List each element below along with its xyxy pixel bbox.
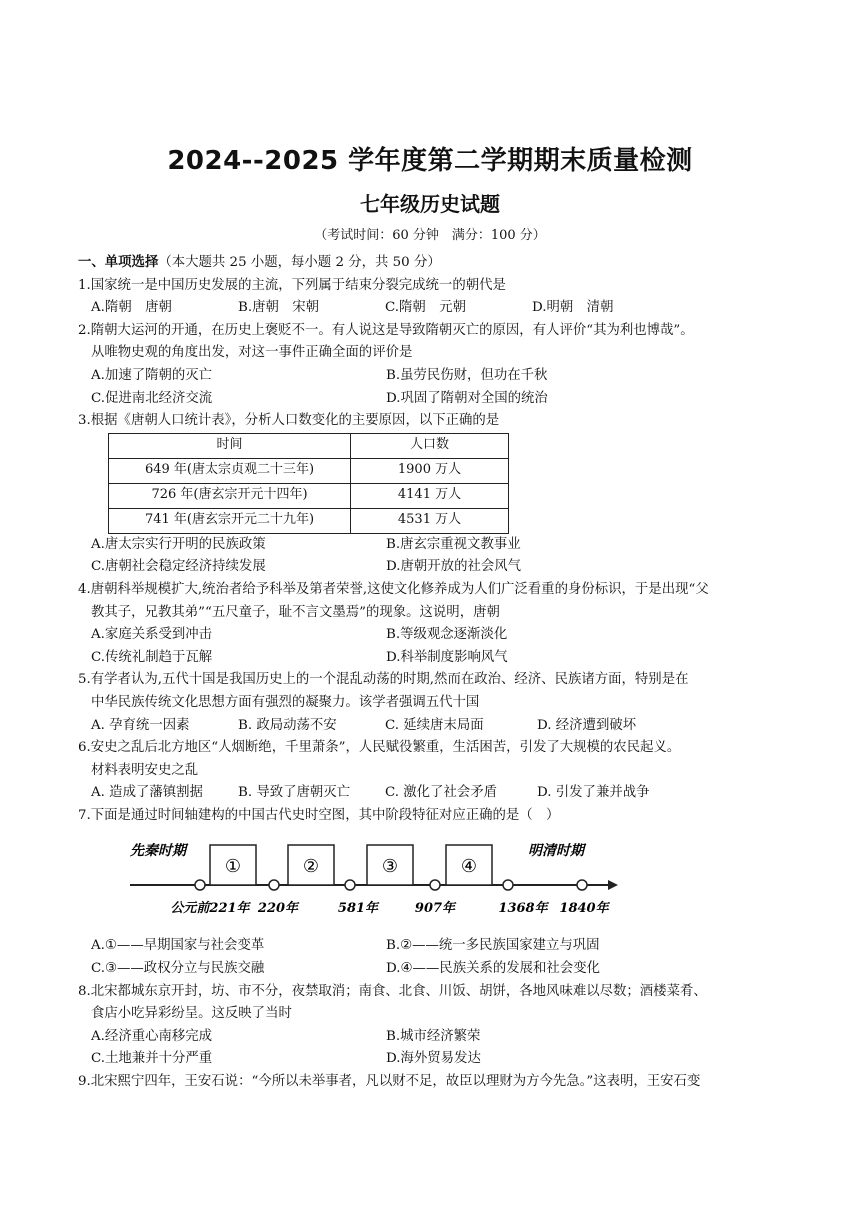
option-c: C.传统礼制趋于瓦解	[91, 649, 213, 665]
table-cell: 1900 万人	[351, 458, 509, 483]
tick-marker	[195, 880, 205, 890]
question-stem-cont: 食店小吃异彩纷呈。这反映了当时	[91, 1006, 292, 1022]
option-b: B.唐玄宗重视文教事业	[386, 536, 521, 552]
table-cell: 4141 万人	[351, 483, 509, 508]
question-stem-cont: 中华民族传统文化思想方面有强烈的凝聚力。该学者强调五代十国	[91, 694, 480, 710]
options	[78, 935, 783, 958]
options	[78, 782, 783, 805]
question-stem: 8.北宋都城东京开封，坊、市不分，夜禁取消；南食、北食、川饭、胡饼，各地风味难以尽数；酒楼菜肴、	[78, 983, 707, 999]
exam-title: 2024--2025 学年度第二学期期末质量检测	[167, 146, 693, 176]
question-stem: 3.根据《唐朝人口统计表》，分析人口数变化的主要原因，以下正确的是	[78, 413, 500, 429]
option-a: A.加速了隋朝的灭亡	[91, 367, 213, 383]
period-box-4-label: ④	[460, 856, 478, 878]
option-a: A.隋朝 唐朝	[91, 300, 172, 316]
question-stem: 9.北宋熙宁四年，王安石说：“今所以未举事者，凡以财不足，故臣以理财为方今先急。”这表明，王安石变	[78, 1074, 701, 1090]
option-b: B.城市经济繁荣	[386, 1028, 481, 1044]
option-a: A.经济重心南移完成	[91, 1028, 213, 1044]
tick-marker	[345, 880, 355, 890]
right-period-label: 明清时期	[528, 843, 584, 860]
timeline-diagram	[130, 827, 630, 935]
option-a: A.①——早期国家与社会变革	[91, 938, 265, 954]
option-b: B. 导致了唐朝灭亡	[238, 785, 351, 801]
table-header: 人口数	[351, 433, 509, 458]
option-c: C.土地兼并十分严重	[91, 1051, 213, 1067]
question-7	[78, 805, 783, 981]
tick-marker	[577, 880, 587, 890]
left-period-label: 先秦时期	[130, 843, 186, 860]
question-4	[78, 579, 783, 669]
options	[78, 365, 783, 388]
option-d: D. 引发了兼并战争	[537, 785, 650, 801]
question-stem-cont: 材料表明安史之乱	[91, 762, 199, 778]
exam-subtitle: 七年级历史试题	[360, 192, 500, 216]
option-d: D. 经济遭到破坏	[537, 717, 637, 733]
option-d: D.明朝 清朝	[532, 300, 614, 316]
options	[78, 534, 783, 557]
option-c: C.唐朝社会稳定经济持续发展	[91, 559, 266, 575]
option-c: C.促进南北经济交流	[91, 390, 213, 406]
table-header: 时间	[109, 433, 351, 458]
option-b: B.②——统一多民族国家建立与巩固	[386, 938, 600, 954]
options	[78, 556, 783, 579]
tick-marker	[269, 880, 279, 890]
option-a: A.唐太宗实行开明的民族政策	[91, 536, 266, 552]
table-cell: 4531 万人	[351, 508, 509, 533]
option-c: C.③——政权分立与民族交融	[91, 961, 265, 977]
options	[78, 1048, 783, 1071]
tick-marker	[503, 880, 513, 890]
option-d: D.科举制度影响风气	[386, 649, 508, 665]
section-heading: 一、单项选择（本大题共 25 小题，每小题 2 分，共 50 分）	[78, 255, 441, 270]
tick-label: 581年	[337, 901, 379, 917]
tick-marker	[430, 880, 440, 890]
question-9	[78, 1071, 783, 1094]
question-stem-cont: 教其子，兄教其弟”“五尺童子，耻不言文墨焉”的现象。这说明，唐朝	[91, 604, 500, 620]
tick-label: 907年	[414, 901, 456, 917]
question-8	[78, 981, 783, 1071]
option-b: B.唐朝 宋朝	[238, 300, 320, 316]
option-b: B. 政局动荡不安	[238, 717, 337, 733]
question-5	[78, 669, 783, 737]
options	[78, 1026, 783, 1049]
table-cell: 726 年(唐玄宗开元十四年)	[109, 483, 351, 508]
option-a: A.家庭关系受到冲击	[91, 627, 213, 643]
options	[78, 958, 783, 981]
question-1	[78, 275, 783, 320]
period-box-3-label: ③	[381, 856, 399, 878]
option-c: C. 激化了社会矛盾	[385, 785, 498, 801]
option-c: C. 延续唐末局面	[385, 717, 484, 733]
tick-label: 1840年	[559, 901, 609, 917]
question-3	[78, 410, 783, 579]
period-box-1-label: ①	[224, 856, 242, 878]
option-c: C.隋朝 元朝	[385, 300, 466, 316]
table-header-row	[109, 433, 509, 458]
option-a: A. 造成了藩镇割据	[91, 785, 203, 801]
table-cell: 741 年(唐玄宗开元二十九年)	[109, 508, 351, 533]
table-row	[109, 508, 509, 533]
section-note: （本大题共 25 小题，每小题 2 分，共 50 分）	[158, 255, 441, 270]
option-d: D.④——民族关系的发展和社会变化	[386, 961, 600, 977]
options	[78, 297, 783, 320]
timeline-svg	[130, 827, 630, 935]
exam-info: （考试时间：60 分钟 满分：100 分）	[314, 228, 546, 243]
question-stem-cont: 从唯物史观的角度出发，对这一事件正确全面的评价是	[91, 345, 413, 361]
tick-label: 1368年	[498, 901, 548, 917]
question-2	[78, 320, 783, 410]
question-list	[78, 252, 783, 1094]
question-stem: 5.有学者认为,五代十国是我国历史上的一个混乱动荡的时期,然而在政治、经济、民族诸方面，特别是在	[78, 672, 689, 688]
option-b: B.等级观念逐渐淡化	[386, 627, 508, 643]
question-6	[78, 737, 783, 805]
option-d: D.巩固了隋朝对全国的统治	[386, 390, 548, 406]
option-d: D.唐朝开放的社会风气	[386, 559, 522, 575]
option-b: B.虽劳民伤财，但功在千秋	[386, 367, 548, 383]
table-row	[109, 458, 509, 483]
table-row	[109, 483, 509, 508]
arrow-head-icon	[608, 880, 618, 890]
question-stem: 7.下面是通过时间轴建构的中国古代史时空图，其中阶段特征对应正确的是（ ）	[78, 807, 560, 823]
population-table	[108, 433, 509, 534]
question-stem: 4.唐朝科举规模扩大,统治者给予科举及第者荣誉,这使文化修养成为人们广泛看重的身份标识，于是出现“父	[78, 581, 709, 597]
options	[78, 388, 783, 411]
options	[78, 624, 783, 647]
options	[78, 715, 783, 738]
question-stem: 6.安史之乱后北方地区“人烟断绝，千里萧条”，人民赋役繁重，生活困苦，引发了大规模的农民起义。	[78, 740, 681, 756]
question-stem: 1.国家统一是中国历史发展的主流，下列属于结束分裂完成统一的朝代是	[78, 277, 506, 293]
tick-label: 公元前221年	[170, 901, 250, 917]
period-box-2-label: ②	[302, 856, 320, 878]
option-d: D.海外贸易发达	[386, 1051, 481, 1067]
option-a: A. 孕育统一因素	[91, 717, 190, 733]
tick-label: 220年	[257, 901, 299, 917]
options	[78, 647, 783, 670]
question-stem: 2.隋朝大运河的开通，在历史上褒贬不一。有人说这是导致隋朝灭亡的原因，有人评价“其为利也博哉”。	[78, 322, 694, 338]
table-cell: 649 年(唐太宗贞观二十三年)	[109, 458, 351, 483]
